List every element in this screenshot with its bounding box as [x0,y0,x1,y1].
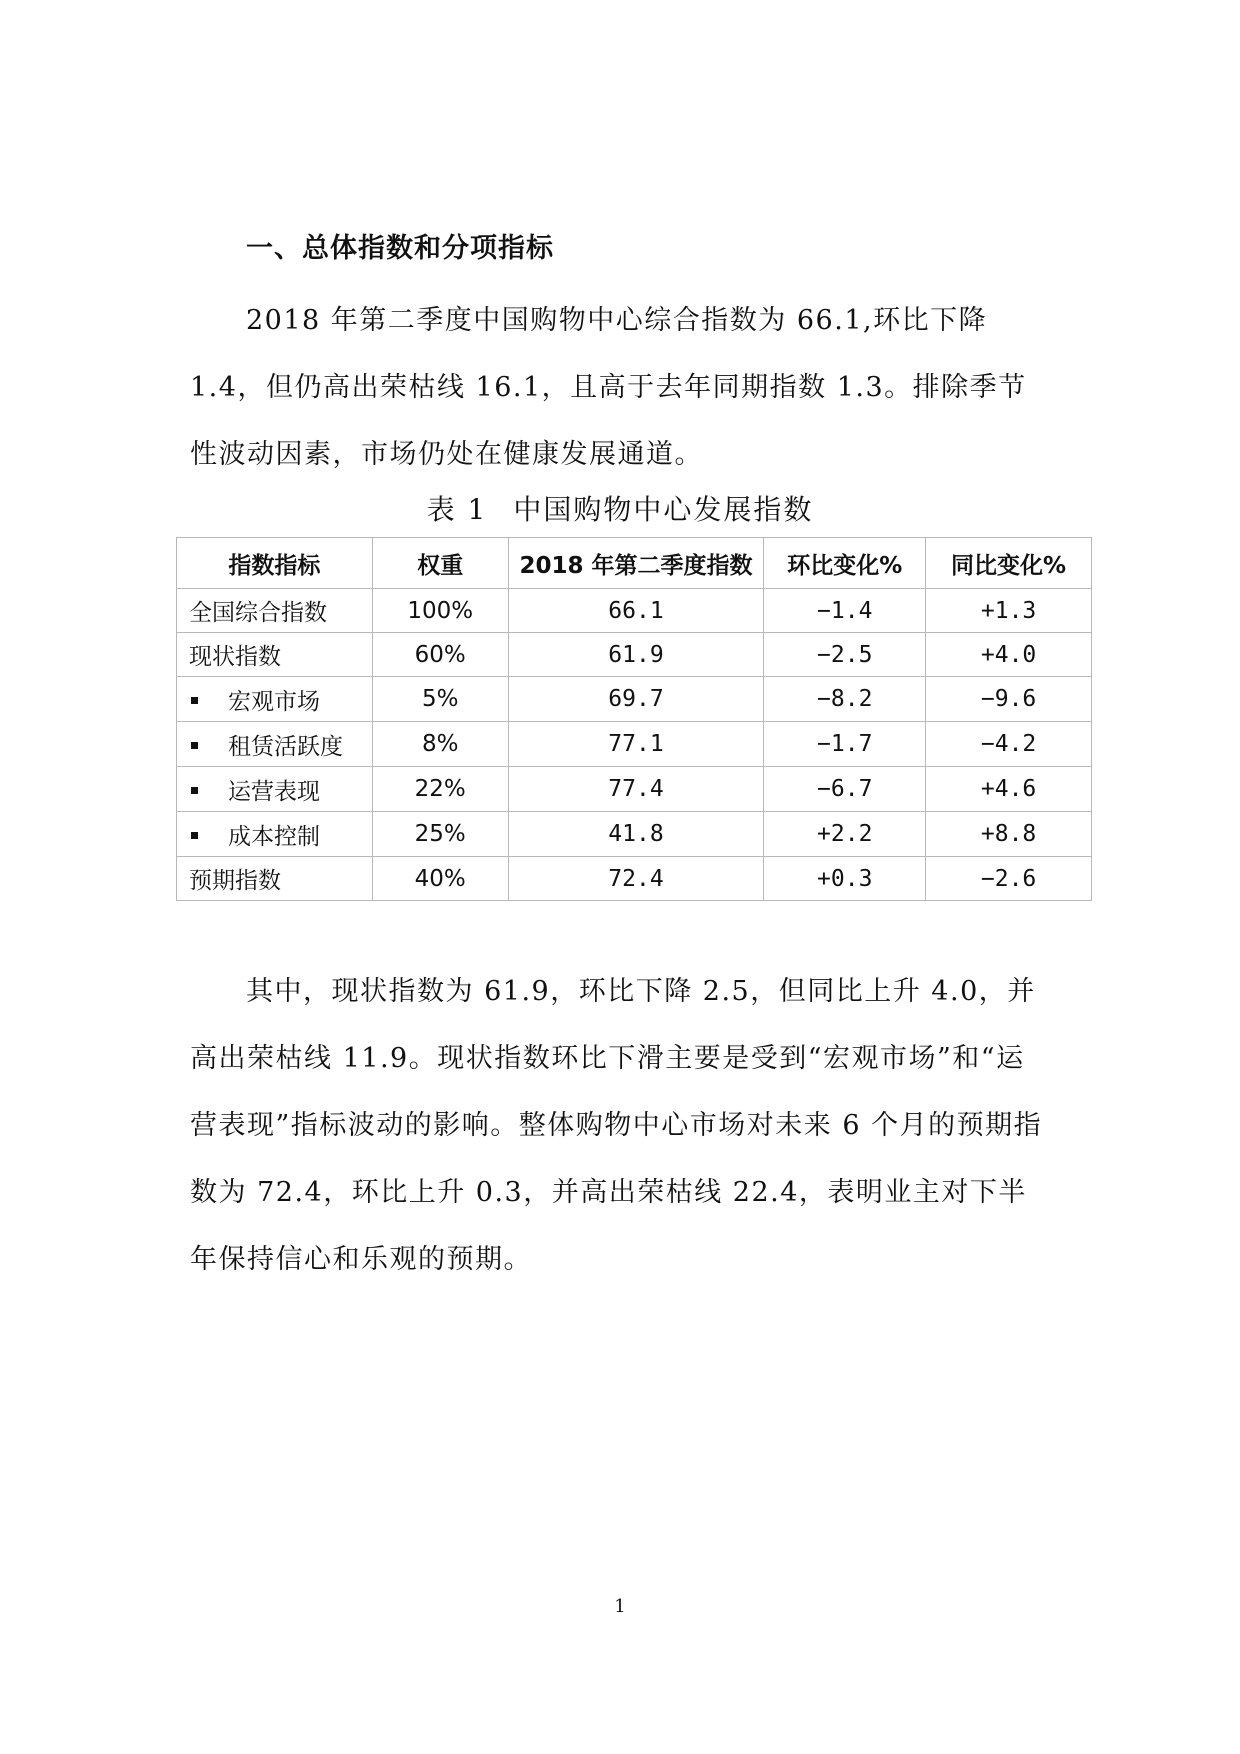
table-row [177,677,1092,722]
yoy-cell: +1.3 [926,589,1092,633]
yoy-cell: +4.0 [926,633,1092,677]
qoq-cell: −2.5 [764,633,926,677]
index-cell: 41.8 [508,812,764,857]
indicator-name: 预期指数 [177,857,373,901]
table-row [177,589,1092,633]
weight-cell: 25% [372,812,508,857]
table-row [177,812,1092,857]
sub-indicator-cell [177,767,373,812]
sub-indicator-cell [177,722,373,767]
indicator-name: 租赁活跃度 [228,733,343,760]
square-bullet-icon [191,832,198,839]
table-caption [0,488,1240,528]
indicator-name: 运营表现 [228,778,320,805]
weight-cell: 8% [372,722,508,767]
yoy-cell: −4.2 [926,722,1092,767]
sub-indicator-cell [177,812,373,857]
sub-indicator-cell [177,677,373,722]
yoy-cell: −9.6 [926,677,1092,722]
qoq-cell: −1.7 [764,722,926,767]
index-cell: 69.7 [508,677,764,722]
qoq-cell: +0.3 [764,857,926,901]
weight-cell: 100% [372,589,508,633]
table-row [177,633,1092,677]
table-caption-label: 表 1 [426,493,488,526]
weight-cell: 60% [372,633,508,677]
indicator-name: 成本控制 [228,823,320,850]
qoq-cell: −6.7 [764,767,926,812]
yoy-cell: +8.8 [926,812,1092,857]
weight-cell: 5% [372,677,508,722]
qoq-cell: −8.2 [764,677,926,722]
square-bullet-icon [191,742,198,749]
index-cell: 72.4 [508,857,764,901]
qoq-cell: +2.2 [764,812,926,857]
table-row [177,767,1092,812]
table-row [177,722,1092,767]
header-yoy-change: 同比变化% [926,538,1092,589]
header-indicator: 指数指标 [177,538,373,589]
indicator-name: 现状指数 [177,633,373,677]
table-caption-title: 中国购物中心发展指数 [513,493,814,526]
indicator-name: 全国综合指数 [177,589,373,633]
yoy-cell: +4.6 [926,767,1092,812]
header-weight: 权重 [372,538,508,589]
qoq-cell: −1.4 [764,589,926,633]
index-cell: 61.9 [508,633,764,677]
yoy-cell: −2.6 [926,857,1092,901]
header-qoq-change: 环比变化% [764,538,926,589]
index-cell: 77.1 [508,722,764,767]
paragraph-overview: 2018 年第二季度中国购物中心综合指数为 66.1,环比下降 1.4，但仍高出荣枯线 16.1，且高于去年同期指数 1.3。排除季节性波动因素，市场仍处在健康发展通道。 [190,305,1027,470]
index-cell: 77.4 [508,767,764,812]
page-number: 1 [614,1596,626,1617]
index-cell: 66.1 [508,589,764,633]
weight-cell: 40% [372,857,508,901]
index-table [176,537,1092,901]
table-header-row [177,538,1092,589]
header-quarter-index: 2018 年第二季度指数 [508,538,764,589]
section-heading: 一、总体指数和分项指标 [246,233,554,264]
indicator-name: 宏观市场 [228,688,320,715]
square-bullet-icon [191,787,198,794]
square-bullet-icon [191,697,198,704]
table-row [177,857,1092,901]
paragraph-analysis: 其中，现状指数为 61.9，环比下降 2.5，但同比上升 4.0，并高出荣枯线 11.9。现状指数环比下滑主要是受到“宏观市场”和“运营表现”指标波动的影响。整体购物中心市场对未来 6 个月的预期指数为 72.4，环比上升 0.3，并高出荣枯线 22.4，表明业主对下半年保持信心和乐观的预期。 [190,976,1043,1275]
weight-cell: 22% [372,767,508,812]
